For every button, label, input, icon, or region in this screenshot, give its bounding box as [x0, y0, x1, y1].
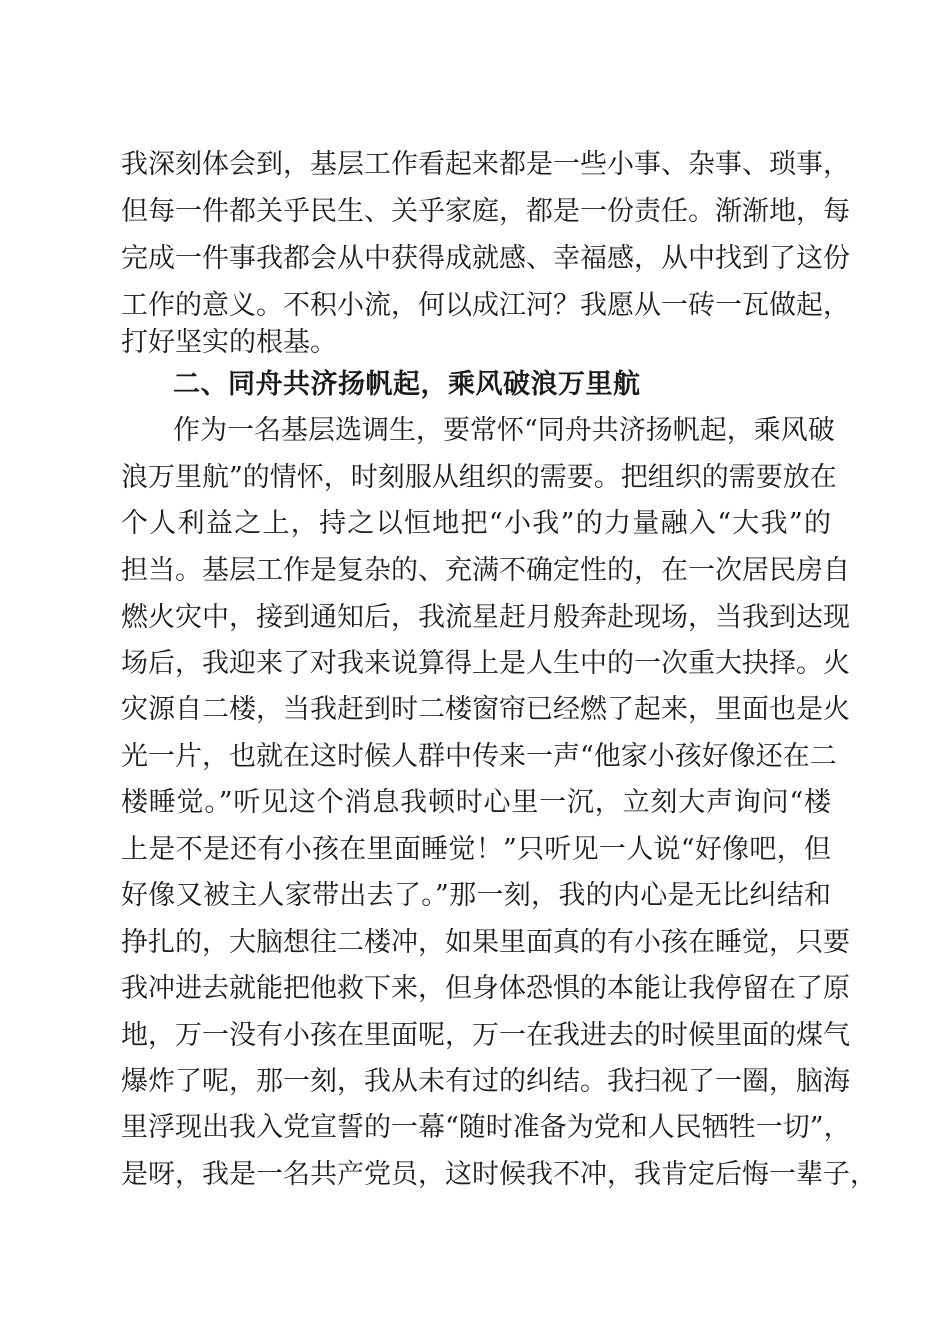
paragraph-1-line-1: 我深刻体会到，基层工作看起来都是一些小事、杂事、琐事， [121, 149, 850, 180]
paragraph-1-line-3: 完成一件事我都会从中获得成就感、幸福感，从中找到了这份 [121, 243, 850, 274]
paragraph-2-line-14: 地，万一没有小孩在里面呢，万一在我进去的时候里面的煤气 [121, 1020, 850, 1051]
paragraph-2-line-11: 好像又被主人家带出去了。”那一刻，我的内心是无比纠结和 [121, 880, 831, 911]
paragraph-2-line-1: 作为一名基层选调生，要常怀“同舟共济扬帆起，乘风破 [173, 415, 835, 446]
paragraph-2-line-16: 里浮现出我入党宣誓的一幕“随时准备为党和人民牺牲一切”， [121, 1112, 851, 1143]
paragraph-1-line-2: 但每一件都关乎民生、关乎家庭，都是一份责任。渐渐地，每 [121, 196, 850, 227]
paragraph-2-line-17: 是呀，我是一名共产党员，这时候我不冲，我肯定后悔一辈子， [121, 1159, 877, 1190]
paragraph-2-line-5: 燃火灾中，接到通知后，我流星赶月般奔赴现场，当我到达现 [121, 602, 850, 633]
paragraph-2-line-7: 灾源自二楼，当我赶到时二楼窗帘已经燃了起来，里面也是火 [121, 694, 850, 725]
paragraph-1-line-4: 工作的意义。不积小流，何以成江河？我愿从一砖一瓦做起， [121, 290, 850, 321]
section-heading: 二、同舟共济扬帆起，乘风破浪万里航 [173, 369, 641, 400]
paragraph-2-line-6: 场后，我迎来了对我来说算得上是人生中的一次重大抉择。火 [121, 648, 850, 679]
paragraph-2-line-13: 我冲进去就能把他救下来，但身体恐惧的本能让我停留在了原 [121, 973, 850, 1004]
paragraph-2-line-4: 担当。基层工作是复杂的、充满不确定性的，在一次居民房自 [121, 555, 850, 586]
paragraph-2-line-10: 上是不是还有小孩在里面睡觉！”只听见一人说“好像吧，但 [121, 834, 831, 865]
paragraph-2-line-2: 浪万里航”的情怀，时刻服从组织的需要。把组织的需要放在 [121, 462, 837, 493]
paragraph-2-line-3: 个人利益之上，持之以恒地把“小我”的力量融入“大我”的 [121, 508, 831, 539]
paragraph-2-line-8: 光一片，也就在这时候人群中传来一声“他家小孩好像还在二 [121, 741, 837, 772]
paragraph-2-line-12: 挣扎的，大脑想往二楼冲，如果里面真的有小孩在睡觉，只要 [121, 927, 850, 958]
paragraph-1-line-5: 打好坚实的根基。 [121, 327, 337, 358]
paragraph-2-line-15: 爆炸了呢，那一刻，我从未有过的纠结。我扫视了一圈，脑海 [121, 1066, 850, 1097]
paragraph-2-line-9: 楼睡觉。”听见这个消息我顿时心里一沉，立刻大声询问“楼 [121, 787, 831, 818]
